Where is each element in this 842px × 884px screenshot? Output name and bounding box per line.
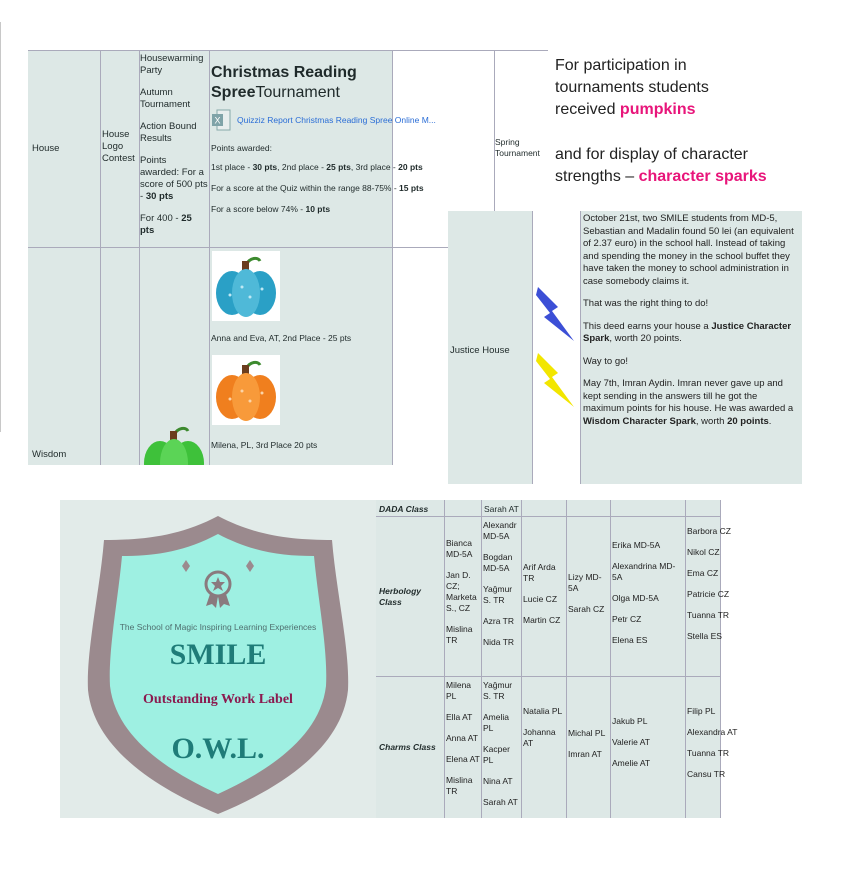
charms-class-label: Charms Class [379, 742, 436, 752]
svg-text:X: X [214, 115, 221, 126]
list-item: Mislina TR [446, 624, 473, 645]
logo-contest-header: House Logo Contest [102, 129, 135, 164]
list-item: Nida TR [483, 637, 515, 647]
character-sparks-highlight: character sparks [638, 168, 767, 185]
list-item: Amelie AT [612, 758, 651, 768]
list-item: Tuanna TR [687, 748, 730, 758]
deed-text: This deed earns your house a Justice Character Spark, worth 20 points. [583, 320, 792, 344]
smile-title: SMILE [169, 638, 267, 671]
right-thing-text: That was the right thing to do! [583, 298, 709, 309]
yellow-lightning-icon [534, 351, 578, 409]
spring-tournament: Spring Tournament [495, 137, 540, 158]
list-item: Arif Arda TR [523, 562, 556, 583]
charms-col-2 [483, 680, 521, 818]
list-item: Martin CZ [523, 615, 561, 625]
herbology-col-5 [612, 540, 684, 656]
blue-lightning-icon [534, 285, 578, 343]
below-points: For a score below 74% - 10 pts [211, 204, 331, 214]
outstanding-label: Outstanding Work Label [143, 692, 293, 707]
tournament-column [140, 53, 208, 237]
list-item: Lizy MD-5A [568, 572, 602, 593]
dada-class-label: DADA Class [379, 504, 429, 514]
christmas-cell [211, 63, 436, 215]
list-item: Anna AT [446, 733, 478, 743]
christmas-title: Christmas Reading SpreeTournament [211, 64, 357, 101]
pumpkins-highlight: pumpkins [619, 101, 696, 118]
justice-panel [448, 211, 802, 484]
left-edge-line [0, 22, 1, 432]
pumpkins-text: For participation in tournaments students received pumpkins [555, 57, 709, 118]
blue-pumpkin-icon [212, 251, 280, 321]
points-400: For 400 - 25 pts [140, 213, 192, 236]
autumn-label: Autumn Tournament [140, 87, 191, 110]
list-item: Alexandr MD-5A [483, 520, 517, 541]
action-bound-label: Action Bound Results [140, 121, 197, 144]
anna-eva-award: Anna and Eva, AT, 2nd Place - 25 pts [211, 333, 352, 343]
charms-col-4 [568, 728, 610, 770]
justice-house-label: Justice House [450, 345, 510, 356]
list-item: Jan D. CZ; Marketa S., CZ [446, 570, 477, 613]
house-header: House [32, 143, 60, 154]
owl-badge-panel [60, 500, 376, 818]
list-item: Natalia PL [523, 706, 563, 716]
list-item: Erika MD-5A [612, 540, 661, 550]
place-points: 1st place - 30 pts, 2nd place - 25 pts, 3rd place - 20 pts [211, 162, 423, 172]
list-item: Yağmur S. TR [483, 584, 513, 605]
list-item: Jakub PL [612, 716, 648, 726]
list-item: Patricie CZ [687, 589, 730, 599]
herbology-col-3 [523, 562, 565, 636]
list-item: Johanna AT [523, 727, 556, 748]
charms-col-5 [612, 716, 684, 779]
herbology-class-label: Herbology Class [379, 586, 422, 607]
milena-award: Milena, PL, 3rd Place 20 pts [211, 440, 318, 450]
green-pumpkin-icon [140, 421, 208, 465]
sparks-text: and for display of character strengths – character sparks [555, 146, 767, 185]
herbology-col-6 [687, 526, 747, 652]
owl-title: O.W.L. [171, 732, 265, 765]
herbology-col-1 [446, 538, 480, 656]
list-item: Lucie CZ [523, 594, 558, 604]
class-table [376, 500, 754, 818]
charms-col-3 [523, 706, 565, 759]
list-item: Michal PL [568, 728, 606, 738]
list-item: Imran AT [568, 749, 602, 759]
list-item: Mislina TR [446, 775, 473, 796]
list-item: Valerie AT [612, 737, 650, 747]
list-item: Kacper PL [483, 744, 510, 765]
list-item: Nikol CZ [687, 547, 720, 557]
herbology-col-4 [568, 572, 608, 625]
list-item: Amelia PL [483, 712, 509, 733]
list-item: Filip PL [687, 706, 716, 716]
list-item: Ema CZ [687, 568, 719, 578]
orange-pumpkin-icon [212, 355, 280, 425]
list-item: Nina AT [483, 776, 513, 786]
list-item: Cansu TR [687, 769, 726, 779]
charms-col-1 [446, 680, 480, 807]
quizziz-link[interactable]: X Quizziz Report Christmas Reading Spree Online M... [211, 109, 389, 131]
list-item: Yağmur S. TR [483, 680, 513, 701]
dada-sarah: Sarah AT [484, 504, 519, 514]
wisdom-label: Wisdom [32, 449, 67, 460]
list-item: Azra TR [483, 616, 515, 626]
list-item: Elena AT [446, 754, 480, 764]
list-item: Sarah CZ [568, 604, 605, 614]
herbology-col-2 [483, 520, 521, 658]
list-item: Alexandrina MD-5A [612, 561, 676, 582]
list-item: Milena PL [446, 680, 472, 701]
way-to-go-text: Way to go! [583, 355, 629, 367]
range-points: For a score at the Quiz within the range 88-75% - 15 pts [211, 183, 424, 193]
housewarming-label: Housewarming Party [140, 53, 204, 76]
list-item: Tuanna TR [687, 610, 730, 620]
list-item: Stella ES [687, 631, 722, 641]
justice-story [583, 213, 799, 428]
list-item: Barbora CZ [687, 526, 731, 536]
list-item: Ella AT [446, 712, 473, 722]
list-item: Elena ES [612, 635, 648, 645]
school-name: The School of Magic Inspiring Learning Experiences [119, 622, 317, 632]
list-item: Olga MD-5A [612, 593, 659, 603]
list-item: Petr CZ [612, 614, 642, 624]
list-item: Bianca MD-5A [446, 538, 473, 559]
charms-col-6 [687, 706, 751, 790]
list-item: Sarah AT [483, 797, 518, 807]
points-awarded-label: Points awarded: [211, 143, 272, 153]
list-item: Bogdan MD-5A [483, 552, 513, 573]
points-500: Points awarded: For a score of 500 pts - 30 pts [140, 155, 208, 202]
excel-icon [211, 109, 231, 131]
list-item: Alexandra AT [687, 727, 738, 737]
story-text: October 21st, two SMILE students from MD-5, Sebastian and Madalin found 50 lei (an equivalent of 2.37 euro) in the school hall. Instead of taking and spending the money in the school buffet they have taken the money to school administration in case somebody claims it. [583, 213, 794, 287]
imran-text: May 7th, Imran Aydin. Imran never gave up and kept sending in the answers till he got the maximum points for his house. He was awarded a Wisdom Character Spark, worth 20 points. [583, 378, 794, 427]
